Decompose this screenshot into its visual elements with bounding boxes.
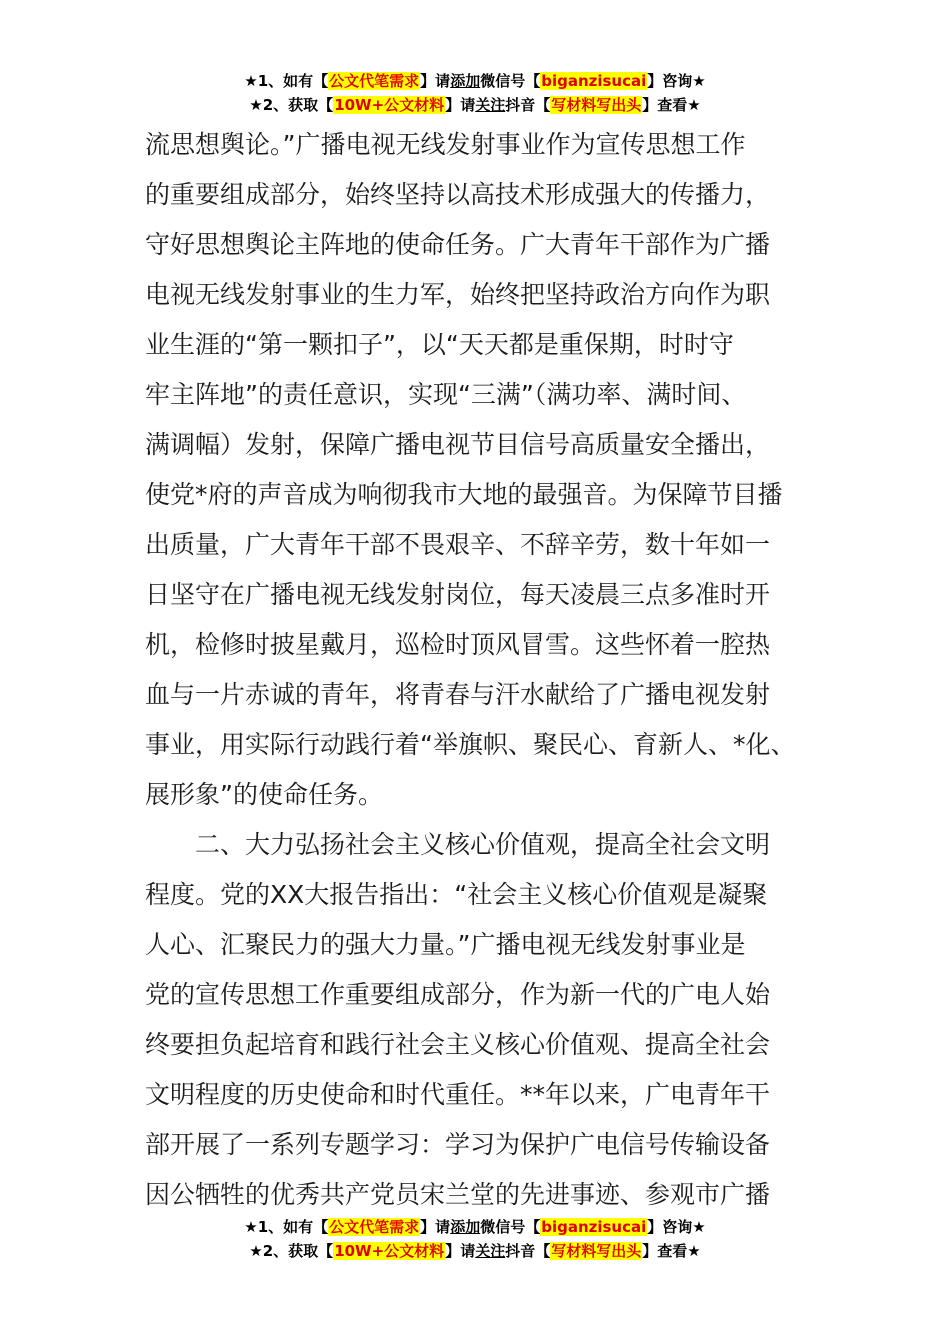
text-line: 文明程度的历史使命和时代重任。**年以来，广电青年干: [145, 1080, 771, 1109]
text-line: 党的宣传思想工作重要组成部分，作为新一代的广电人始: [145, 980, 771, 1009]
promo-highlight: 公文代笔需求: [329, 1218, 420, 1236]
text-line: 出质量，广大青年干部不畏艰辛、不辞辛劳，数十年如一: [145, 530, 771, 559]
text-line: 的重要组成部分，始终坚持以高技术形成强大的传播力，: [145, 180, 771, 209]
promo-text: 抖音【: [505, 1242, 551, 1260]
text-line: 因公牺牲的优秀共产党员宋兰堂的先进事迹、参观市广播: [145, 1180, 771, 1209]
text-line: 血与一片赤诚的青年，将青春与汗水献给了广播电视发射: [145, 680, 771, 709]
footer-promo-banner: [0, 1216, 950, 1264]
promo-text: 】请: [420, 72, 451, 90]
promo-text: 关注: [475, 96, 506, 114]
text-line: 满调幅）发射，保障广播电视节目信号高质量安全播出，: [145, 430, 771, 459]
promo-text: ★1、如有【: [244, 72, 329, 90]
promo-text: 】咨询★: [647, 1218, 706, 1236]
text-line: 人心、汇聚民力的强大力量。”广播电视无线发射事业是: [145, 930, 746, 959]
promo-text: 】查看★: [642, 96, 701, 114]
promo-line-2: [0, 1240, 950, 1264]
text-line: 部开展了一系列专题学习：学习为保护广电信号传输设备: [145, 1130, 771, 1159]
promo-highlight: biganzisucai: [541, 72, 647, 90]
document-body: [145, 120, 810, 1220]
promo-text: 】请: [420, 1218, 451, 1236]
promo-text: 微信号【: [480, 1218, 541, 1236]
promo-highlight: 写材料写出头: [551, 1242, 642, 1260]
promo-highlight: 公文代笔需求: [329, 72, 420, 90]
section-heading-line: 二、大力弘扬社会主义核心价值观，提高全社会文明: [195, 830, 771, 859]
text-line: 使党*府的声音成为响彻我市大地的最强音。为保障节目播: [145, 480, 783, 509]
promo-text: ★2、获取【: [249, 96, 334, 114]
promo-line-1: [0, 1216, 950, 1240]
promo-text: 微信号【: [480, 72, 541, 90]
promo-line-1: [0, 70, 950, 94]
text-line: 牢主阵地”的责任意识，实现“三满”（满功率、满时间、: [145, 380, 747, 409]
text-line: 终要担负起培育和践行社会主义核心价值观、提高全社会: [145, 1030, 771, 1059]
promo-highlight: biganzisucai: [541, 1218, 647, 1236]
text-line: 程度。党的XX大报告指出：“社会主义核心价值观是凝聚: [145, 880, 768, 909]
text-line: 事业，用实际行动践行着“举旗帜、聚民心、育新人、*化、: [145, 730, 796, 759]
promo-highlight: 写材料写出头: [551, 96, 642, 114]
promo-text: 】查看★: [642, 1242, 701, 1260]
header-promo-banner: [0, 70, 950, 118]
text-line: 守好思想舆论主阵地的使命任务。广大青年干部作为广播: [145, 230, 771, 259]
promo-text: 】咨询★: [647, 72, 706, 90]
promo-text: 抖音【: [505, 96, 551, 114]
promo-text: 添加: [450, 72, 481, 90]
text-line: 业生涯的“第一颗扣子”，以“天天都是重保期，时时守: [145, 330, 734, 359]
text-line: 流思想舆论。”广播电视无线发射事业作为宣传思想工作: [145, 130, 746, 159]
promo-text: 关注: [475, 1242, 506, 1260]
promo-text: ★2、获取【: [249, 1242, 334, 1260]
promo-text: 添加: [450, 1218, 481, 1236]
promo-text: 】请: [445, 96, 476, 114]
promo-text: 】请: [445, 1242, 476, 1260]
text-line: 日坚守在广播电视无线发射岗位，每天凌晨三点多准时开: [145, 580, 771, 609]
promo-text: ★1、如有【: [244, 1218, 329, 1236]
promo-highlight: 10W+公文材料: [334, 1242, 445, 1260]
promo-highlight: 10W+公文材料: [334, 96, 445, 114]
text-line: 电视无线发射事业的生力军，始终把坚持政治方向作为职: [145, 280, 771, 309]
text-line: 展形象”的使命任务。: [145, 780, 383, 809]
text-line: 机，检修时披星戴月，巡检时顶风冒雪。这些怀着一腔热: [145, 630, 771, 659]
promo-line-2: [0, 94, 950, 118]
